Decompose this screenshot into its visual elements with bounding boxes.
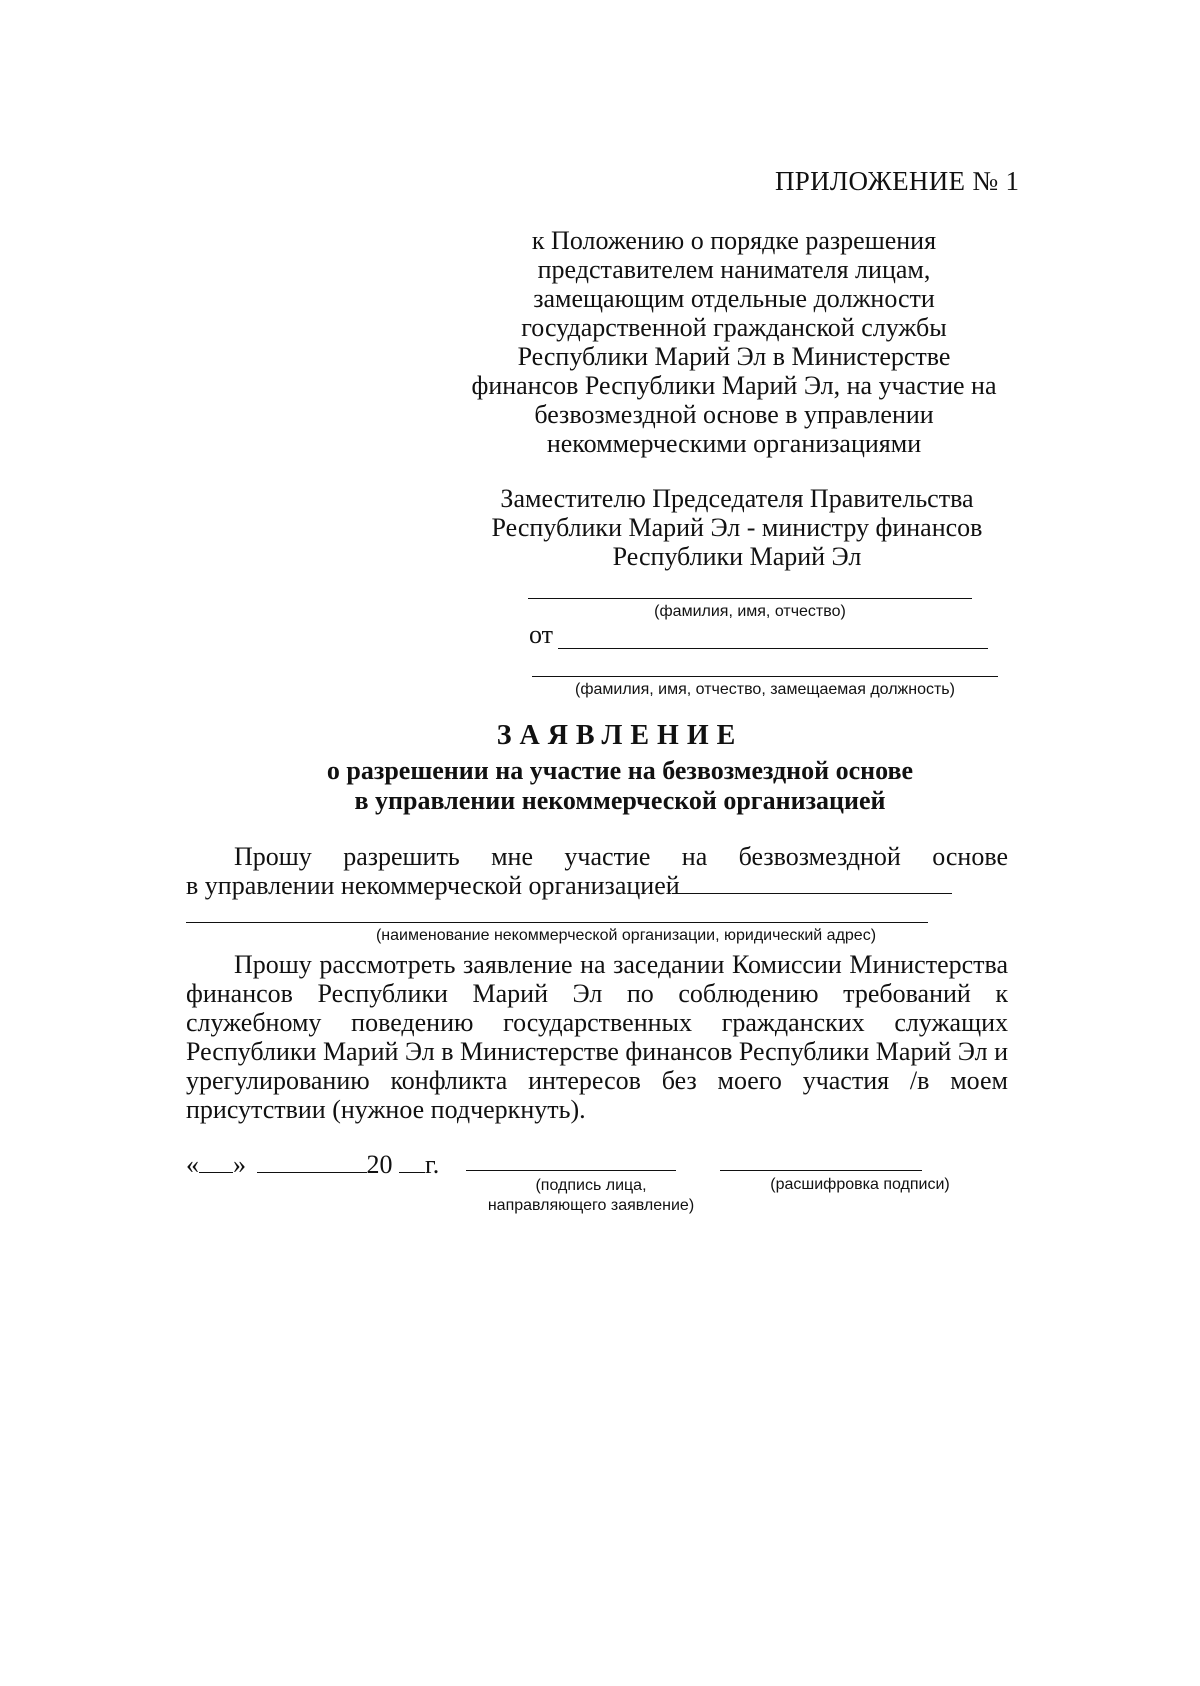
regulation-line: замещающим отдельные должности: [533, 284, 935, 313]
request-second-line: в управлении некоммерческой организацией: [186, 871, 680, 900]
organization-caption: (наименование некоммерческой организации, юридический адрес): [375, 927, 877, 944]
year-prefix: 20: [366, 1150, 393, 1179]
year-field[interactable]: [399, 1154, 425, 1173]
request-first-line: [186, 842, 1008, 871]
regulation-reference: [470, 226, 998, 458]
regulation-line: государственной гражданской службы: [521, 313, 947, 342]
date-quote-close: »: [233, 1150, 246, 1179]
addressee-line: Заместителю Председателя Правительства: [500, 484, 974, 513]
organization-field-line-1[interactable]: [672, 893, 952, 894]
regulation-line: представителем нанимателя лицам,: [537, 255, 931, 284]
regulation-line: финансов Республики Марий Эл, на участие на: [471, 371, 997, 400]
regulation-line: к Положению о порядке разрешения: [531, 226, 937, 255]
signature-decoding-field-line[interactable]: [720, 1170, 922, 1171]
regulation-line: Республики Марий Эл в Министерстве: [517, 342, 951, 371]
regulation-line: некоммерческими организациями: [546, 429, 922, 458]
applicant-caption: (фамилия, имя, отчество, замещаемая должность): [575, 681, 955, 698]
consideration-paragraph: Прошу рассмотреть заявление на заседании Комиссии Министерства финансов Республики Марий Эл по соблюдению требований к служебному поведению государственных гражданских служащих Республики Марий Эл в Министерстве финансов Республики Марий Эл и урегулированию конфликта интересов без моего участия /в моем присутствии (нужное подчеркнуть).: [186, 950, 1008, 1124]
signature-caption: [466, 1176, 716, 1216]
organization-field-line-2[interactable]: [186, 922, 928, 923]
document-title: ЗАЯВЛЕНИЕ: [496, 720, 744, 751]
document-subtitle-line-2: в управлении некоммерческой организацией: [354, 786, 886, 815]
year-suffix: г.: [425, 1150, 440, 1179]
regulation-line: безвозмездной основе в управлении: [534, 400, 934, 429]
signature-caption-line: (подпись лица,: [535, 1177, 647, 1194]
document-subtitle-line-1: о разрешении на участие на безвозмездной основе: [326, 756, 914, 785]
request-word: основе: [932, 842, 1008, 871]
addressee-line: Республики Марий Эл - министру финансов: [491, 513, 983, 542]
request-word: участие: [564, 842, 651, 871]
addressee-name-field-line[interactable]: [528, 598, 972, 599]
addressee-line: Республики Марий Эл: [612, 542, 862, 571]
request-word: безвозмездной: [738, 842, 901, 871]
date-line: [186, 1150, 439, 1180]
date-quote-open: «: [186, 1150, 199, 1179]
day-field[interactable]: [199, 1154, 233, 1173]
appendix-title: ПРИЛОЖЕНИЕ № 1: [775, 166, 1020, 196]
month-field[interactable]: [257, 1154, 367, 1173]
applicant-field-line-2[interactable]: [532, 676, 998, 677]
request-word: Прошу: [234, 842, 312, 871]
signature-caption-line: направляющего заявление): [487, 1197, 695, 1214]
addressee-block: [480, 484, 994, 571]
addressee-name-caption: (фамилия, имя, отчество): [654, 603, 846, 620]
signature-decoding-caption: (расшифровка подписи): [770, 1176, 950, 1193]
request-word: мне: [491, 842, 534, 871]
signature-field-line[interactable]: [466, 1170, 676, 1171]
applicant-field-line-1[interactable]: [558, 648, 988, 649]
request-word: разрешить: [343, 842, 460, 871]
from-label: от: [529, 620, 554, 649]
request-word: на: [681, 842, 708, 871]
